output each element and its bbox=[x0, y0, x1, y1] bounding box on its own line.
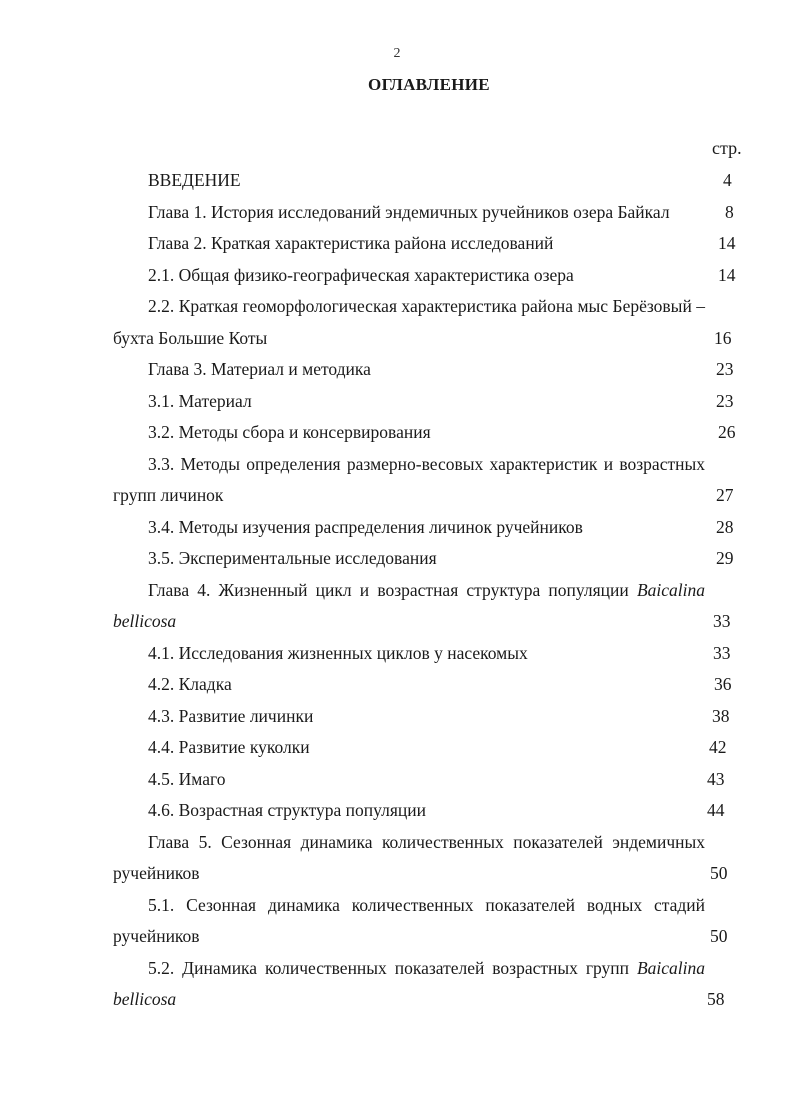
toc-entry-section-3-2 bbox=[113, 417, 745, 449]
toc-entry-title bbox=[113, 575, 745, 638]
toc-entry-section-4-1 bbox=[113, 638, 745, 670]
toc-entry-section-4-6 bbox=[113, 795, 745, 827]
toc-entry-page: 58 bbox=[707, 989, 725, 1009]
toc-entry-page: 16 bbox=[714, 327, 732, 348]
toc-entry-title: 4.2. Кладка bbox=[148, 674, 232, 694]
toc-entry-section-3-3 bbox=[113, 449, 745, 512]
toc-entry-chapter-2 bbox=[113, 228, 745, 260]
toc-entry-page: 50 bbox=[710, 863, 728, 883]
toc-entry-section-5-1 bbox=[113, 890, 745, 953]
toc-entry-chapter-4 bbox=[113, 575, 745, 638]
toc-entry-title: 4.5. Имаго bbox=[148, 768, 226, 789]
toc-entry-section-2-1 bbox=[113, 260, 745, 292]
toc-entry-title: 3.4. Методы изучения распределения личинок ручейников bbox=[148, 516, 583, 537]
toc-heading: ОГЛАВЛЕНИЕ bbox=[368, 75, 490, 94]
toc-entry-title bbox=[113, 953, 745, 1016]
toc-entry-page: 14 bbox=[718, 233, 736, 253]
species-name: Baicalina bellicosa bbox=[113, 579, 705, 631]
toc-entry-title: 4.1. Исследования жизненных циклов у насекомых bbox=[148, 642, 528, 663]
toc-entry-page: 29 bbox=[716, 548, 734, 568]
toc-entry-page: 38 bbox=[712, 705, 730, 726]
toc-entry-page: 33 bbox=[713, 611, 731, 631]
toc-entry-page: 23 bbox=[716, 390, 734, 411]
toc-entry-section-4-2 bbox=[113, 669, 745, 701]
toc-entry-section-4-3 bbox=[113, 701, 745, 733]
toc-entry-page: 33 bbox=[713, 642, 731, 663]
toc-entry-page: 8 bbox=[725, 201, 734, 222]
toc-entry-title: 5.1. Сезонная динамика количественных показателей водных стадий ручейников bbox=[113, 894, 705, 946]
toc-entry-section-2-2 bbox=[113, 291, 745, 354]
toc-entry-page: 44 bbox=[707, 800, 725, 820]
toc-entry-page: 36 bbox=[714, 674, 732, 694]
toc-entry-title: Глава 3. Материал и методика bbox=[148, 359, 371, 379]
page-column-label: стр. bbox=[712, 138, 742, 158]
toc-entry-chapter-3 bbox=[113, 354, 745, 386]
toc-entry-page: 26 bbox=[718, 422, 736, 442]
toc-entry-title-text: 5.2. Динамика количественных показателей возрастных групп bbox=[148, 957, 630, 978]
toc-entry-section-3-1 bbox=[113, 386, 745, 418]
page-number: 2 bbox=[393, 46, 401, 61]
species-name: Baicalina bellicosa bbox=[113, 957, 705, 1009]
toc-entry-title: 3.2. Методы сбора и консервирования bbox=[148, 422, 431, 442]
toc-entry-title: ВВЕДЕНИЕ bbox=[148, 170, 241, 190]
toc-entry-title: 2.2. Краткая геоморфологическая характеристика района мыс Берёзовый – бухта Большие Коты bbox=[113, 296, 705, 348]
toc-entry-introduction bbox=[113, 165, 745, 197]
toc-entry-page: 14 bbox=[718, 264, 736, 285]
toc-entry-title: 4.3. Развитие личинки bbox=[148, 705, 314, 726]
toc-entry-title: 4.4. Развитие куколки bbox=[148, 737, 310, 757]
toc-entry-section-4-5 bbox=[113, 764, 745, 796]
toc-entry-page: 27 bbox=[716, 485, 734, 505]
toc-entry-section-3-5 bbox=[113, 543, 745, 575]
toc-entry-page: 28 bbox=[716, 516, 734, 537]
toc-entry-chapter-5 bbox=[113, 827, 745, 890]
toc-entry-page: 42 bbox=[709, 737, 727, 757]
toc-entry-title: 3.5. Экспериментальные исследования bbox=[148, 548, 437, 568]
toc-entry-section-5-2 bbox=[113, 953, 745, 1016]
toc-entry-page: 4 bbox=[723, 170, 732, 190]
toc-entry-title: Глава 1. История исследований эндемичных ручейников озера Байкал bbox=[148, 201, 670, 222]
toc-entry-page: 43 bbox=[707, 768, 725, 789]
toc-entry-title: 2.1. Общая физико-географическая характеристика озера bbox=[148, 264, 574, 285]
toc-entry-chapter-1 bbox=[113, 197, 745, 229]
toc-entry-page: 50 bbox=[710, 926, 728, 946]
toc-entry-title-text: Глава 4. Жизненный цикл и возрастная структура популяции bbox=[148, 579, 629, 600]
table-of-contents bbox=[113, 165, 745, 1016]
toc-entry-section-4-4 bbox=[113, 732, 745, 764]
toc-entry-page: 23 bbox=[716, 359, 734, 379]
toc-entry-title: 3.3. Методы определения размерно-весовых характеристик и возрастных групп личинок bbox=[113, 453, 705, 505]
toc-entry-section-3-4 bbox=[113, 512, 745, 544]
toc-entry-title: 4.6. Возрастная структура популяции bbox=[148, 800, 427, 820]
toc-entry-title: Глава 2. Краткая характеристика района исследований bbox=[148, 233, 554, 253]
toc-entry-title: Глава 5. Сезонная динамика количественных показателей эндемичных ручейников bbox=[113, 831, 705, 883]
toc-entry-title: 3.1. Материал bbox=[148, 390, 252, 411]
